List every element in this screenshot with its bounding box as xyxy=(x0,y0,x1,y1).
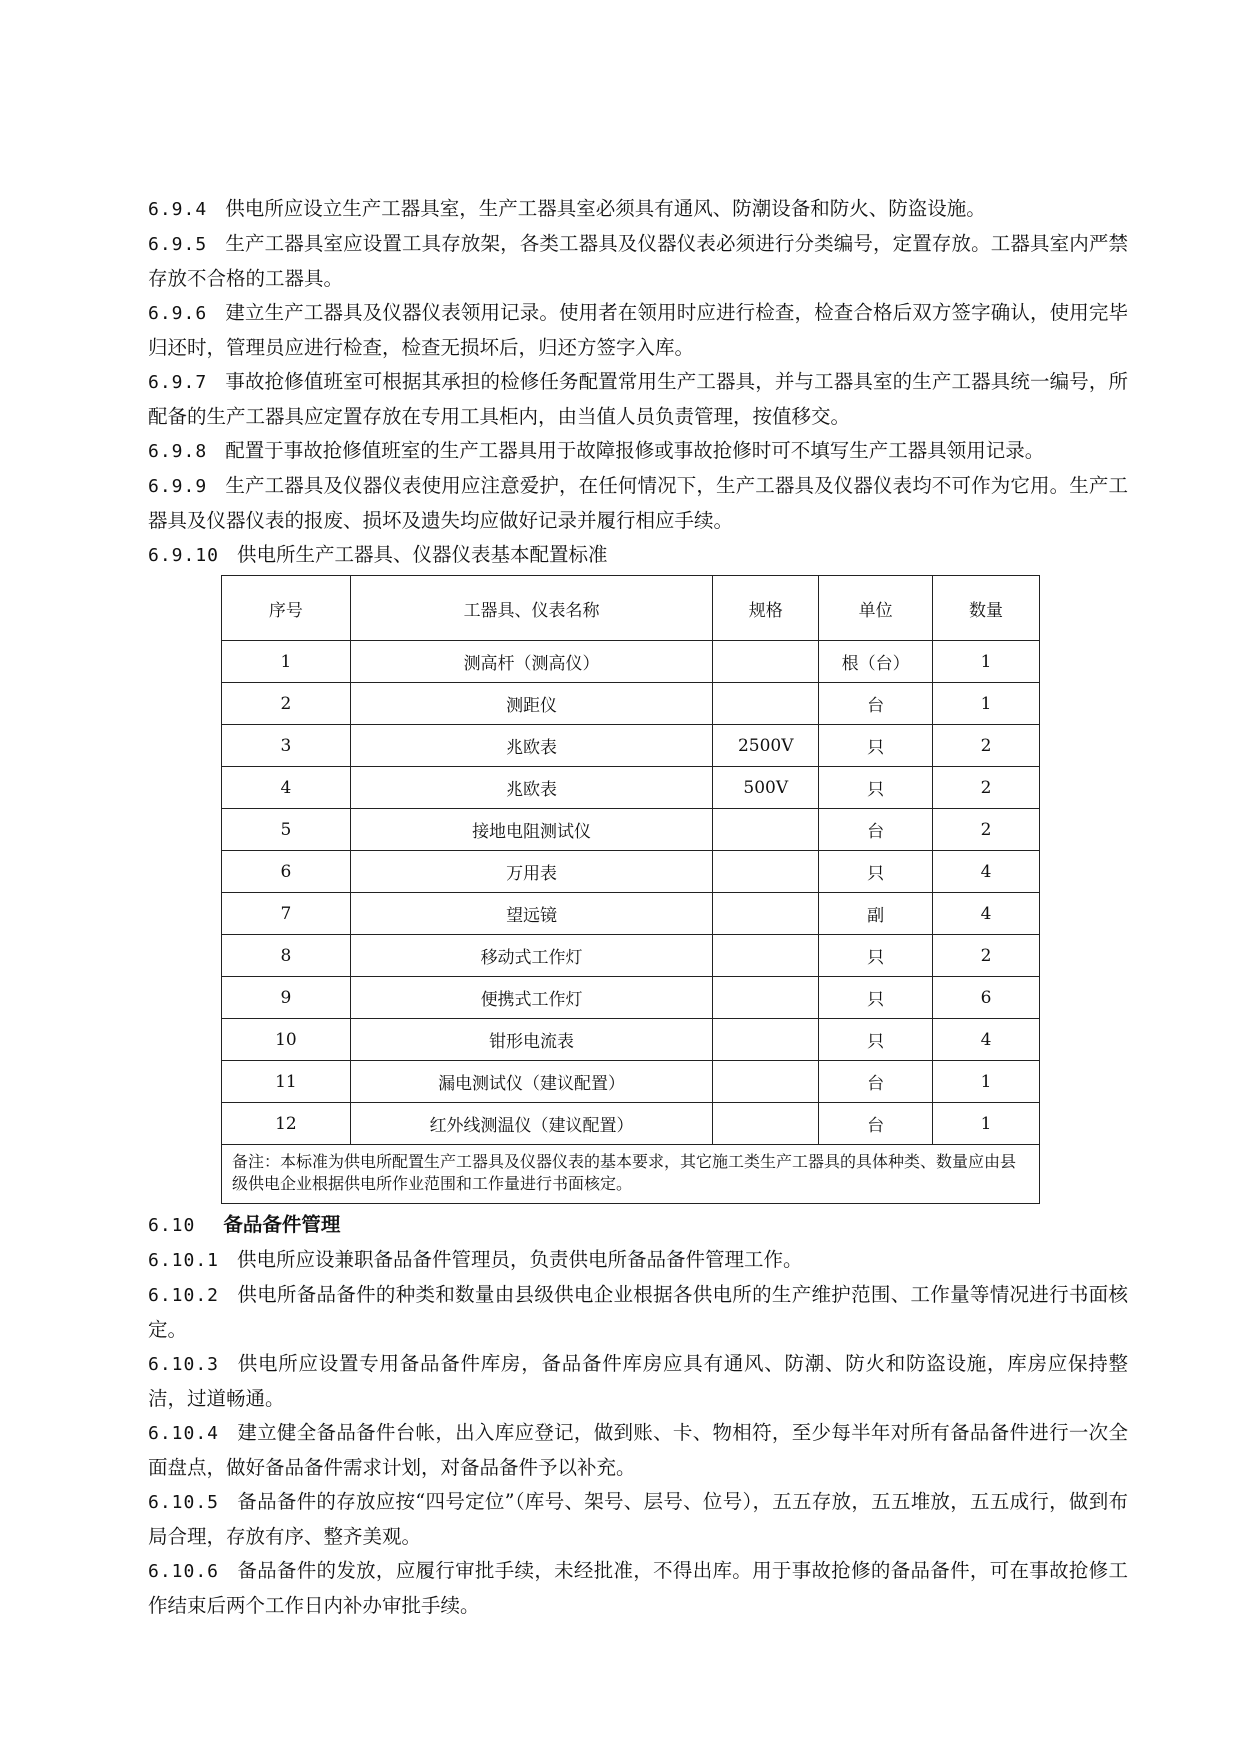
cell-spec xyxy=(713,851,819,893)
table-row xyxy=(222,1103,1040,1145)
clause-6-9-9 xyxy=(148,469,1128,538)
clause-6-9-6 xyxy=(148,296,1128,365)
table-header-row xyxy=(222,576,1040,641)
header-spec: 规格 xyxy=(713,576,819,641)
cell-name: 漏电测试仪（建议配置） xyxy=(350,1061,712,1103)
cell-quantity: 2 xyxy=(933,725,1040,767)
clause-6-9-7 xyxy=(148,365,1128,434)
cell-name: 钳形电流表 xyxy=(350,1019,712,1061)
cell-quantity: 2 xyxy=(933,767,1040,809)
cell-quantity: 4 xyxy=(933,851,1040,893)
cell-unit: 只 xyxy=(819,725,933,767)
cell-spec: 500V xyxy=(713,767,819,809)
section-title: 备品备件管理 xyxy=(223,1213,341,1236)
clause-number: 6.9.5 xyxy=(148,234,208,255)
cell-spec xyxy=(713,809,819,851)
header-name: 工器具、仪表名称 xyxy=(350,576,712,641)
cell-quantity: 1 xyxy=(933,1103,1040,1145)
cell-index: 6 xyxy=(222,851,351,893)
clause-text: 备品备件的发放，应履行审批手续，未经批准，不得出库。用于事故抢修的备品备件，可在事故抢修工作结束后两个工作日内补办审批手续。 xyxy=(148,1559,1128,1617)
header-index: 序号 xyxy=(222,576,351,641)
clause-6-10-1 xyxy=(148,1243,1128,1278)
cell-spec xyxy=(713,683,819,725)
clause-number: 6.10.6 xyxy=(148,1561,220,1582)
cell-unit: 台 xyxy=(819,1061,933,1103)
clause-text: 生产工器具室应设置工具存放架，各类工器具及仪器仪表必须进行分类编号，定置存放。工器具室内严禁存放不合格的工器具。 xyxy=(148,232,1128,290)
cell-quantity: 1 xyxy=(933,641,1040,683)
clause-text: 建立生产工器具及仪器仪表领用记录。使用者在领用时应进行检查，检查合格后双方签字确认，使用完毕归还时，管理员应进行检查，检查无损坏后，归还方签字入库。 xyxy=(148,301,1128,359)
cell-unit: 副 xyxy=(819,893,933,935)
table-row xyxy=(222,767,1040,809)
cell-name: 望远镜 xyxy=(350,893,712,935)
clause-number: 6.10.4 xyxy=(148,1423,220,1444)
clause-text: 供电所应设兼职备品备件管理员，负责供电所备品备件管理工作。 xyxy=(237,1248,803,1271)
clause-number: 6.9.6 xyxy=(148,303,208,324)
clause-number: 6.9.4 xyxy=(148,199,208,220)
cell-unit: 台 xyxy=(819,809,933,851)
cell-spec xyxy=(713,935,819,977)
cell-name: 移动式工作灯 xyxy=(350,935,712,977)
table-note-row xyxy=(222,1145,1040,1204)
cell-index: 5 xyxy=(222,809,351,851)
table-row xyxy=(222,683,1040,725)
clause-6-10-4 xyxy=(148,1416,1128,1485)
table-row xyxy=(222,641,1040,683)
clause-number: 6.10.3 xyxy=(148,1354,220,1375)
cell-quantity: 2 xyxy=(933,809,1040,851)
clause-text: 建立健全备品备件台帐，出入库应登记，做到账、卡、物相符，至少每半年对所有备品备件进行一次全面盘点，做好备品备件需求计划，对备品备件予以补充。 xyxy=(148,1421,1128,1479)
clause-6-9-5 xyxy=(148,227,1128,296)
cell-index: 12 xyxy=(222,1103,351,1145)
cell-spec xyxy=(713,977,819,1019)
cell-quantity: 6 xyxy=(933,977,1040,1019)
cell-name: 测高杆（测高仪） xyxy=(350,641,712,683)
cell-spec xyxy=(713,893,819,935)
cell-index: 7 xyxy=(222,893,351,935)
cell-quantity: 1 xyxy=(933,1061,1040,1103)
clause-text: 供电所应设立生产工器具室，生产工器具室必须具有通风、防潮设备和防火、防盗设施。 xyxy=(225,197,986,220)
clause-6-10-6 xyxy=(148,1554,1128,1623)
cell-index: 3 xyxy=(222,725,351,767)
cell-unit: 只 xyxy=(819,935,933,977)
table-row xyxy=(222,1019,1040,1061)
cell-unit: 只 xyxy=(819,767,933,809)
cell-quantity: 2 xyxy=(933,935,1040,977)
clause-number: 6.9.8 xyxy=(148,441,208,462)
clause-text: 供电所应设置专用备品备件库房，备品备件库房应具有通风、防潮、防火和防盗设施，库房应保持整洁，过道畅通。 xyxy=(148,1352,1128,1410)
cell-name: 兆欧表 xyxy=(350,767,712,809)
clause-6-9-4 xyxy=(148,192,1128,227)
cell-unit: 根（台） xyxy=(819,641,933,683)
clause-number: 6.10.5 xyxy=(148,1492,220,1513)
cell-spec xyxy=(713,641,819,683)
cell-index: 11 xyxy=(222,1061,351,1103)
cell-spec xyxy=(713,1061,819,1103)
clause-number: 6.9.10 xyxy=(148,545,220,566)
cell-quantity: 4 xyxy=(933,1019,1040,1061)
table-row xyxy=(222,1061,1040,1103)
header-quantity: 数量 xyxy=(933,576,1040,641)
header-unit: 单位 xyxy=(819,576,933,641)
cell-spec xyxy=(713,1103,819,1145)
cell-quantity: 1 xyxy=(933,683,1040,725)
clause-text: 供电所备品备件的种类和数量由县级供电企业根据各供电所的生产维护范围、工作量等情况进行书面核定。 xyxy=(148,1283,1128,1341)
cell-unit: 只 xyxy=(819,851,933,893)
cell-name: 兆欧表 xyxy=(350,725,712,767)
table-row xyxy=(222,977,1040,1019)
section-number: 6.10 xyxy=(148,1215,196,1236)
table-row xyxy=(222,851,1040,893)
cell-spec: 2500V xyxy=(713,725,819,767)
cell-name: 测距仪 xyxy=(350,683,712,725)
clause-text: 配置于事故抢修值班室的生产工器具用于故障报修或事故抢修时可不填写生产工器具领用记录。 xyxy=(225,439,1045,462)
cell-index: 4 xyxy=(222,767,351,809)
tool-config-table xyxy=(221,575,1040,1204)
cell-name: 便携式工作灯 xyxy=(350,977,712,1019)
clause-text: 事故抢修值班室可根据其承担的检修任务配置常用生产工器具，并与工器具室的生产工器具统一编号，所配备的生产工器具应定置存放在专用工具柜内，由当值人员负责管理，按值移交。 xyxy=(148,370,1128,428)
cell-name: 红外线测温仪（建议配置） xyxy=(350,1103,712,1145)
clause-number: 6.10.2 xyxy=(148,1285,220,1306)
cell-index: 1 xyxy=(222,641,351,683)
table-row xyxy=(222,809,1040,851)
clause-6-9-10 xyxy=(148,538,1128,573)
clause-text: 供电所生产工器具、仪器仪表基本配置标准 xyxy=(237,543,608,566)
cell-spec xyxy=(713,1019,819,1061)
table-row xyxy=(222,893,1040,935)
cell-name: 万用表 xyxy=(350,851,712,893)
cell-unit: 只 xyxy=(819,977,933,1019)
cell-name: 接地电阻测试仪 xyxy=(350,809,712,851)
cell-index: 2 xyxy=(222,683,351,725)
cell-unit: 只 xyxy=(819,1019,933,1061)
table-row xyxy=(222,725,1040,767)
clause-6-9-8 xyxy=(148,434,1128,469)
clause-text: 生产工器具及仪器仪表使用应注意爱护，在任何情况下，生产工器具及仪器仪表均不可作为它用。生产工器具及仪器仪表的报废、损坏及遗失均应做好记录并履行相应手续。 xyxy=(148,474,1128,532)
cell-index: 9 xyxy=(222,977,351,1019)
clause-number: 6.9.9 xyxy=(148,476,208,497)
table-note: 备注：本标准为供电所配置生产工器具及仪器仪表的基本要求，其它施工类生产工器具的具体种类、数量应由县级供电企业根据供电所作业范围和工作量进行书面核定。 xyxy=(222,1145,1040,1204)
clause-6-10-3 xyxy=(148,1347,1128,1416)
cell-unit: 台 xyxy=(819,683,933,725)
clause-number: 6.9.7 xyxy=(148,372,208,393)
clause-6-10-2 xyxy=(148,1278,1128,1347)
clause-number: 6.10.1 xyxy=(148,1250,220,1271)
document-page xyxy=(148,192,1128,1623)
cell-quantity: 4 xyxy=(933,893,1040,935)
section-heading xyxy=(148,1208,1128,1243)
cell-index: 8 xyxy=(222,935,351,977)
clause-6-10-5 xyxy=(148,1485,1128,1554)
cell-unit: 台 xyxy=(819,1103,933,1145)
cell-index: 10 xyxy=(222,1019,351,1061)
table-row xyxy=(222,935,1040,977)
clause-text: 备品备件的存放应按“四号定位”（库号、架号、层号、位号），五五存放，五五堆放，五五成行，做到布局合理，存放有序、整齐美观。 xyxy=(148,1490,1128,1548)
